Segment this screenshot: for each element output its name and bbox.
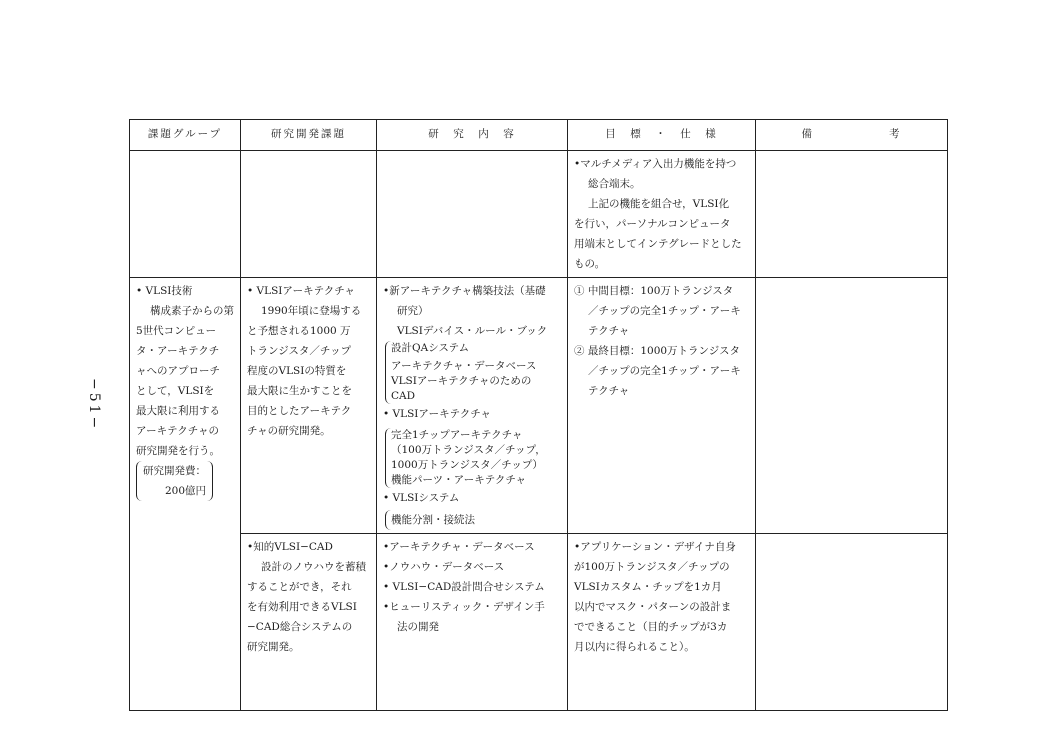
topic-line: 最大限に生かすことを: [247, 385, 352, 397]
brace-line: アーキテクチャ・データベース: [391, 360, 537, 372]
brace-line: 機能パーツ・アーキテクチャ: [391, 474, 527, 486]
goal-line: •アプリケーション・デザイナ自身: [574, 541, 736, 553]
goal-line: が100万トランジスタ／チップの: [574, 561, 730, 573]
goal-line: でできること（目的チップが3カ: [574, 621, 728, 633]
row3-topic-cell: [241, 534, 377, 711]
row2-group-cell: [130, 278, 241, 711]
content-brace-group: [385, 510, 561, 530]
goal-line: 月以内に得られること）。: [574, 641, 695, 653]
content-item: • VLSI−CAD設計問合せシステム: [383, 581, 545, 593]
goal-line: 総合端末。: [588, 178, 641, 190]
table-row: [130, 151, 948, 278]
topic-line: 研究開発。: [247, 641, 300, 653]
page-number: −51−: [86, 378, 102, 432]
goal-line: ② 最終目標：1000万トランジスタ: [574, 345, 740, 357]
topic-line: 設計のノウハウを蓄積: [261, 561, 366, 573]
goal-line: 用端末としてインテグレードとしたもの。: [574, 238, 742, 270]
content-line: VLSIデバイス・ルール・ブック: [397, 325, 548, 337]
row1-goal-cell: [568, 151, 756, 278]
table-header-row: [130, 120, 948, 151]
group-line: 研究開発を行う。: [136, 445, 220, 457]
goal-line: VLSIカスタム・チップを1カ月: [574, 581, 722, 593]
row1-content-cell: [377, 151, 568, 278]
brace-line: CAD: [391, 390, 416, 402]
research-cost-box: [136, 461, 213, 501]
content-item: •新アーキテクチャ構築技法（基礎: [383, 285, 546, 297]
research-plan-table: [129, 119, 948, 711]
goal-line: ／チップの完全1チップ・アーキ: [588, 365, 741, 377]
group-line: として，VLSIを: [136, 385, 215, 397]
table-row: [130, 278, 948, 534]
group-line: ャへのアプローチ: [136, 365, 220, 377]
topic-line: 程度のVLSIの特質を: [247, 365, 347, 377]
group-line: 5世代コンピュー: [136, 325, 217, 337]
content-item: •ノウハウ・データベース: [383, 561, 505, 573]
goal-line: •マルチメディア入出力機能を持つ: [574, 158, 737, 170]
content-line: 法の開発: [397, 621, 439, 633]
topic-line: と予想される1000 万: [247, 325, 351, 337]
topic-line: することができ，それ: [247, 581, 352, 593]
brace-line: （100万トランジスタ／チップ，: [391, 444, 546, 456]
row2-topic-cell: [241, 278, 377, 534]
goal-line: ／チップの完全1チップ・アーキ: [588, 305, 741, 317]
topic-line: チャの研究開発。: [247, 425, 331, 437]
group-line: タ・アーキテクチ: [136, 345, 220, 357]
row1-remarks-cell: [756, 151, 948, 278]
row3-goal-cell: [568, 534, 756, 711]
row3-remarks-cell: [756, 534, 948, 711]
topic-line: −CAD総合システムの: [247, 621, 353, 633]
topic-line: トランジスタ／チップ: [247, 345, 352, 357]
brace-line: VLSIアーキテクチャのための: [391, 375, 532, 387]
content-item: • VLSIシステム: [383, 492, 460, 504]
header-goal: 目 標 ・ 仕 様: [568, 120, 756, 151]
topic-line: 目的としたアーキテク: [247, 405, 352, 417]
topic-line: を有効利用できるVLSI: [247, 601, 357, 613]
header-group: 課題グループ: [130, 120, 241, 151]
row1-topic-cell: [241, 151, 377, 278]
cost-label: 研究開発費：: [143, 465, 206, 477]
header-content: 研 究 内 容: [377, 120, 568, 151]
cost-value: 200億円: [165, 485, 207, 497]
brace-line: 設計QAシステム: [391, 342, 470, 354]
row3-content-cell: [377, 534, 568, 711]
content-brace-group: [385, 341, 561, 404]
row2-remarks-cell: [756, 278, 948, 534]
topic-line: •知的VLSI−CAD: [247, 541, 333, 553]
group-line: 構成素子からの第: [150, 305, 234, 317]
topic-line: • VLSIアーキテクチャ: [247, 285, 355, 297]
brace-line: 完全1チップアーキテクチャ: [391, 429, 523, 441]
brace-line: 機能分割・接続法: [391, 514, 475, 526]
goal-line: ① 中間目標：100万トランジスタ: [574, 285, 734, 297]
group-line: 最大限に利用する: [136, 405, 220, 417]
row2-content-cell: [377, 278, 568, 534]
topic-line: 1990年頃に登場する: [261, 305, 362, 317]
row1-group-cell: [130, 151, 241, 278]
table-row: [130, 534, 948, 711]
goal-line: テクチャ: [588, 385, 630, 397]
content-brace-group: [385, 428, 561, 488]
group-line: アーキテクチャの: [136, 425, 219, 437]
content-item: • VLSIアーキテクチャ: [383, 408, 491, 420]
goal-line: 以内でマスク・パターンの設計ま: [574, 601, 732, 613]
brace-line: 1000万トランジスタ／チップ）: [391, 459, 543, 471]
content-item: •ヒューリスティック・デザイン手: [383, 601, 545, 613]
goal-line: を行い，パーソナルコンピュータ: [574, 218, 731, 230]
header-remarks: 備 考: [756, 120, 948, 151]
content-line: 研究）: [397, 305, 429, 317]
goal-line: 上記の機能を組合せ，VLSI化: [588, 198, 730, 210]
content-item: •アーキテクチャ・データベース: [383, 541, 535, 553]
goal-line: テクチャ: [588, 325, 630, 337]
row2-goal-cell: [568, 278, 756, 534]
header-topic: 研究開発課題: [241, 120, 377, 151]
group-line: • VLSI技術: [136, 285, 193, 297]
